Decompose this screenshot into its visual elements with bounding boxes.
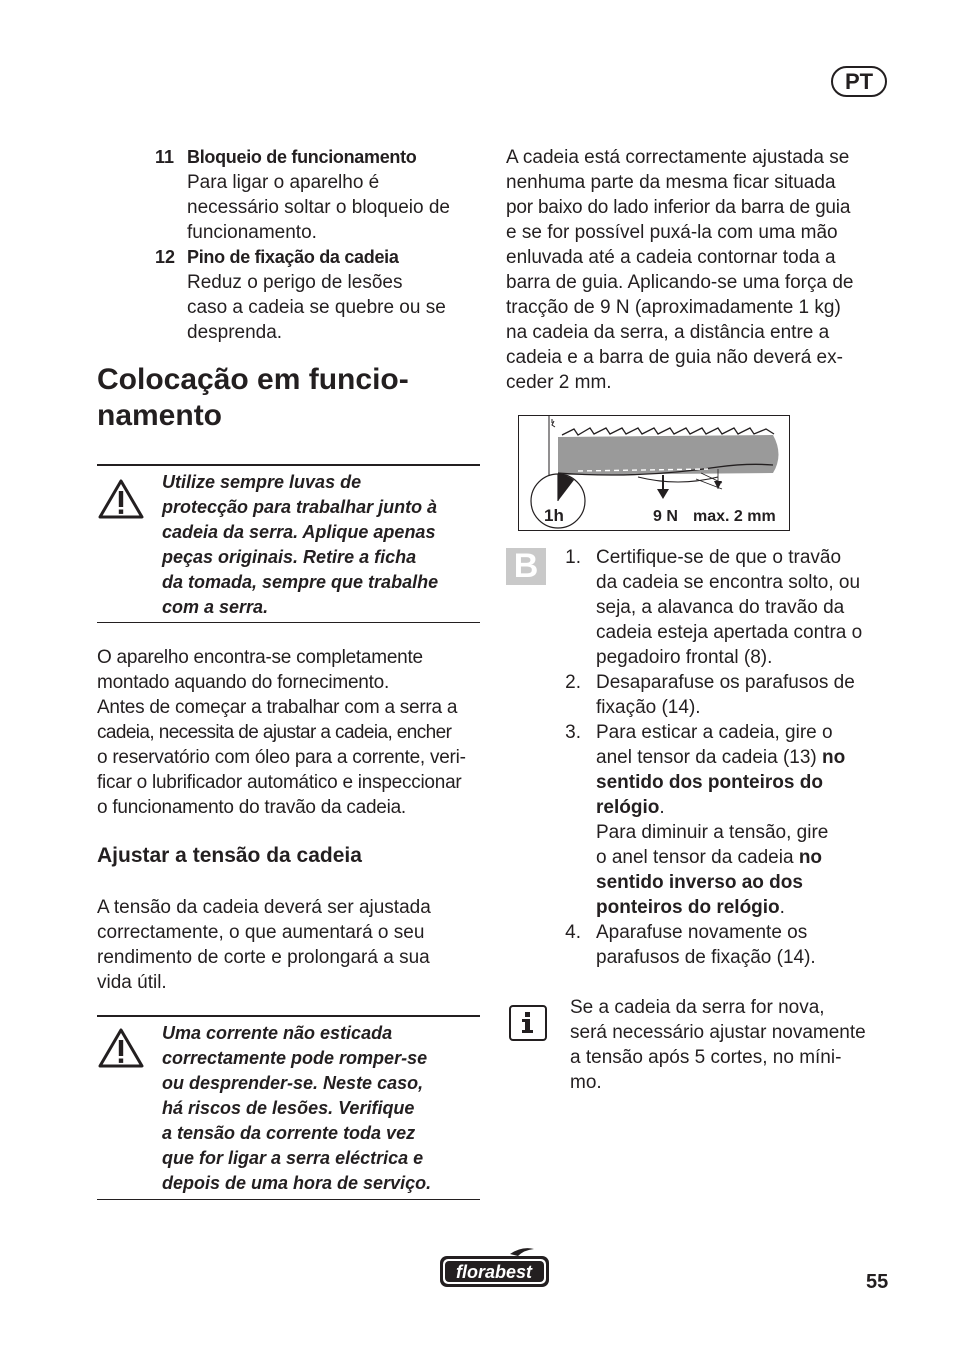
paragraph-line: enluvada até a cadeia contornar toda a <box>506 247 836 268</box>
warning-line: Utilize sempre luvas de <box>162 472 362 492</box>
paragraph-line: nenhuma parte da mesma ficar situada <box>506 172 836 193</box>
warning-line: há riscos de lesões. Verifique <box>162 1098 415 1118</box>
section-heading <box>97 362 497 434</box>
paragraph-line: tracção de 9 N (aproximadamente 1 kg) <box>506 297 841 318</box>
warning-text <box>162 470 482 620</box>
step-3 <box>561 720 901 920</box>
chain-check-paragraph <box>506 145 896 395</box>
step-line: parafusos de fixação (14). <box>596 947 816 968</box>
steps-list <box>561 545 901 970</box>
logo-badge <box>438 1246 551 1290</box>
item-12 <box>155 245 485 345</box>
step-line: Aparafuse novamente os <box>596 922 808 943</box>
subheading: Ajustar a tensão da cadeia <box>97 844 362 867</box>
step-text: . <box>779 897 785 918</box>
paragraph-line: e se for possível puxá-la com uma mão <box>506 222 838 243</box>
item-line: desprenda. <box>187 322 283 343</box>
item-line: Reduz o perigo de lesões <box>187 272 403 293</box>
warning-line: que for ligar a serra eléctrica e <box>162 1148 424 1168</box>
step-line <box>596 745 901 770</box>
warning-line: Uma corrente não esticada <box>162 1023 393 1043</box>
item-line: funcionamento. <box>187 222 317 243</box>
warning-box <box>97 1015 480 1200</box>
step-number: 4. <box>565 922 581 943</box>
section-letter: B <box>513 547 539 585</box>
step-2 <box>561 670 901 720</box>
step-text: anel tensor da cadeia (13) <box>596 747 823 768</box>
paragraph-line: barra de guia. Aplicando-se uma força de <box>506 272 854 293</box>
step-line: Desaparafuse os parafusos de <box>596 672 855 693</box>
step-line: pegadoiro frontal (8). <box>596 647 773 668</box>
step-text: . <box>659 797 665 818</box>
paragraph-line: por baixo do lado inferior da barra de guia <box>506 197 851 218</box>
step-line <box>596 795 901 820</box>
page-number: 55 <box>866 1271 889 1293</box>
warning-line: a tensão da corrente toda vez <box>162 1123 416 1143</box>
paragraph-line: Antes de começar a trabalhar com a serra a <box>97 697 458 718</box>
item-line: Para ligar o aparelho é <box>187 172 380 193</box>
item-number: 12 <box>155 247 176 267</box>
tension-paragraph <box>97 895 487 995</box>
item-11 <box>155 145 485 245</box>
item-line: necessário soltar o bloqueio de <box>187 197 451 218</box>
step-text-bold: ponteiros do relógio <box>596 897 780 918</box>
step-4 <box>561 920 901 970</box>
info-line: Se a cadeia da serra for nova, <box>570 997 825 1018</box>
warning-line: peças originais. Retire a ficha <box>162 547 417 567</box>
step-line: fixação (14). <box>596 697 701 718</box>
paragraph-line: rendimento de corte e prolongará a sua <box>97 947 430 968</box>
item-number: 11 <box>155 147 175 167</box>
warning-line: com a serra. <box>162 597 269 617</box>
step-line: sentido inverso ao dos <box>596 872 803 893</box>
paragraph-line: A cadeia está correctamente ajustada se <box>506 147 850 168</box>
warning-line: depois de uma hora de serviço. <box>162 1173 432 1193</box>
step-number: 2. <box>565 672 581 693</box>
step-line <box>596 895 901 920</box>
info-icon <box>509 1005 547 1041</box>
warning-icon <box>97 478 145 520</box>
logo-text: florabest <box>455 1262 533 1282</box>
warning-line: da tomada, sempre que trabalhe <box>162 572 439 592</box>
step-text-bold: relógio <box>596 797 660 818</box>
step-text: o anel tensor da cadeia <box>596 847 799 868</box>
step-text-bold: no <box>798 847 823 868</box>
warning-box <box>97 464 480 623</box>
step-line: sentido dos ponteiros do <box>596 772 823 793</box>
step-line: Para esticar a cadeia, gire o <box>596 722 833 743</box>
paragraph-line: na cadeia da serra, a distância entre a <box>506 322 830 343</box>
paragraph-line: o reservatório com óleo para a corrente, veri- <box>97 747 466 768</box>
paragraph-line: ficar o lubrificador automático e inspeccionar <box>97 772 462 793</box>
paragraph-line: vida útil. <box>97 972 167 993</box>
warning-icon <box>97 1027 145 1069</box>
paragraph-line: o funcionamento do travão da cadeia. <box>97 797 406 818</box>
warning-text <box>162 1021 482 1196</box>
step-text-bold: no <box>822 747 846 768</box>
paragraph-line: O aparelho encontra-se completamente <box>97 647 423 668</box>
language-badge: PT <box>831 66 887 97</box>
step-1 <box>561 545 901 670</box>
item-title: Pino de fixação da cadeia <box>187 247 399 267</box>
step-number: 3. <box>565 722 581 743</box>
warning-line: cadeia da serra. Aplique apenas <box>162 522 436 542</box>
paragraph-line: correctamente, o que aumentará o seu <box>97 922 425 943</box>
step-line <box>596 845 901 870</box>
info-line: será necessário ajustar novamente <box>570 1022 866 1043</box>
step-line: seja, a alavanca do travão da <box>596 597 845 618</box>
step-line: da cadeia se encontra solto, ou <box>596 572 861 593</box>
time-label: 1h <box>544 506 564 525</box>
step-line: Para diminuir a tensão, gire <box>596 822 829 843</box>
paragraph-line: ceder 2 mm. <box>506 372 612 393</box>
paragraph-line: montado aquando do fornecimento. <box>97 672 389 693</box>
step-number: 1. <box>565 547 581 568</box>
warning-line: ou desprender-se. Neste caso, <box>162 1073 424 1093</box>
step-line: cadeia esteja apertada contra o <box>596 622 863 643</box>
force-label: 9 N <box>653 508 678 525</box>
item-line: caso a cadeia se quebre ou se <box>187 297 446 318</box>
chain-tension-figure <box>518 415 790 531</box>
heading-line: namento <box>97 399 223 432</box>
paragraph-line: cadeia e a barra de guia não deverá ex- <box>506 347 843 368</box>
chain-tension-illustration <box>518 415 790 531</box>
intro-paragraph <box>97 645 487 820</box>
info-glyph-icon <box>511 1007 544 1038</box>
info-line: mo. <box>570 1072 602 1093</box>
item-title: Bloqueio de funcionamento <box>187 147 417 167</box>
warning-line: protecção para trabalhar junto à <box>162 497 438 517</box>
gap-label: max. 2 mm <box>693 508 776 525</box>
heading-line: Colocação em funcio- <box>97 363 409 396</box>
paragraph-line: A tensão da cadeia deverá ser ajustada <box>97 897 431 918</box>
step-line: Certifique-se de que o travão <box>596 547 842 568</box>
paragraph-line: cadeia, necessita de ajustar a cadeia, encher <box>97 722 452 743</box>
florabest-logo <box>438 1246 551 1290</box>
info-note <box>570 995 900 1095</box>
warning-line: correctamente pode romper-se <box>162 1048 428 1068</box>
section-letter-b <box>506 548 546 585</box>
info-line: a tensão após 5 cortes, no míni- <box>570 1047 842 1068</box>
